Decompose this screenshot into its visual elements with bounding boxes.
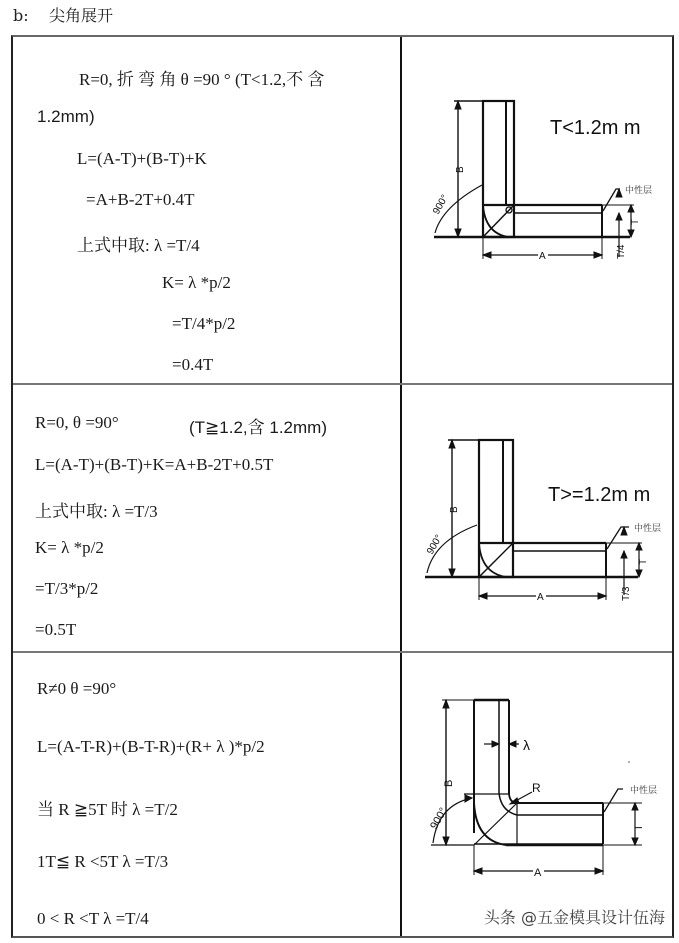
formula-line: K= λ *p/2: [162, 273, 231, 292]
svg-text:A: A: [539, 251, 546, 262]
sharp-bend-diagram-thin: [402, 37, 674, 383]
formula-line: R=0, 折 弯 角 θ =90 ° (T<1.2,不 含: [79, 70, 325, 89]
formula-line: 1.2mm): [37, 107, 95, 126]
svg-text:T/4: T/4: [616, 244, 627, 259]
formula-line: L=(A-T-R)+(B-T-R)+(R+ λ )*p/2: [37, 737, 265, 756]
row-2-formulas: [13, 385, 400, 651]
formula-line: R≠0 θ =90°: [37, 679, 117, 698]
radius-bend-diagram: [402, 653, 674, 938]
svg-text:A: A: [534, 867, 542, 879]
watermark: 头条 @五金模具设计伍海: [483, 908, 665, 927]
formula-line: 上式中取: λ =T/3: [35, 502, 158, 521]
svg-text:T: T: [633, 824, 645, 831]
neutral-layer-label: 中性层: [630, 786, 658, 796]
formula-line: R=0, θ =90°: [35, 413, 119, 432]
svg-text:T/3: T/3: [621, 586, 632, 601]
svg-text:900°: 900°: [425, 533, 445, 557]
unfold-formula-table: [11, 35, 674, 938]
neutral-layer-label: 中性层: [625, 186, 653, 196]
lambda-label: λ: [523, 737, 530, 753]
formula-line: 0 < R <T λ =T/4: [37, 909, 149, 928]
section-number: b:: [13, 6, 29, 25]
svg-text:B: B: [449, 506, 460, 513]
radius-label: R: [532, 781, 541, 795]
sharp-bend-diagram-thick: [402, 385, 674, 651]
svg-text:B: B: [455, 166, 466, 173]
diagram-title: T>=1.2m m: [548, 484, 651, 506]
formula-line: (T≧1.2,含 1.2mm): [189, 418, 327, 437]
formula-line: 当 R ≧5T 时 λ =T/2: [37, 800, 178, 819]
neutral-layer-label: 中性层: [634, 524, 662, 534]
row-1-formulas: [13, 37, 400, 383]
section-heading: [13, 3, 113, 26]
svg-text:B: B: [443, 779, 455, 787]
formula-line: 上式中取: λ =T/4: [77, 236, 200, 255]
formula-line: =T/3*p/2: [35, 579, 99, 598]
formula-line: =0.5T: [35, 620, 77, 639]
formula-line: L=(A-T)+(B-T)+K: [77, 149, 207, 168]
svg-text:900°: 900°: [431, 193, 451, 217]
formula-line: =T/4*p/2: [172, 314, 236, 333]
formula-line: K= λ *p/2: [35, 538, 104, 557]
formula-line: =A+B-2T+0.4T: [86, 190, 195, 209]
diagram-title: T<1.2m m: [550, 117, 641, 139]
section-title: 尖角展开: [49, 6, 114, 25]
formula-line: 1T≦ R <5T λ =T/3: [37, 852, 169, 871]
formula-line: =0.4T: [172, 355, 214, 374]
row-3-formulas: [13, 653, 400, 938]
svg-text:T: T: [638, 558, 649, 565]
svg-text:T: T: [630, 218, 641, 225]
svg-text:900°: 900°: [428, 805, 450, 832]
svg-text:A: A: [537, 592, 544, 603]
formula-line: L=(A-T)+(B-T)+K=A+B-2T+0.5T: [35, 455, 274, 474]
